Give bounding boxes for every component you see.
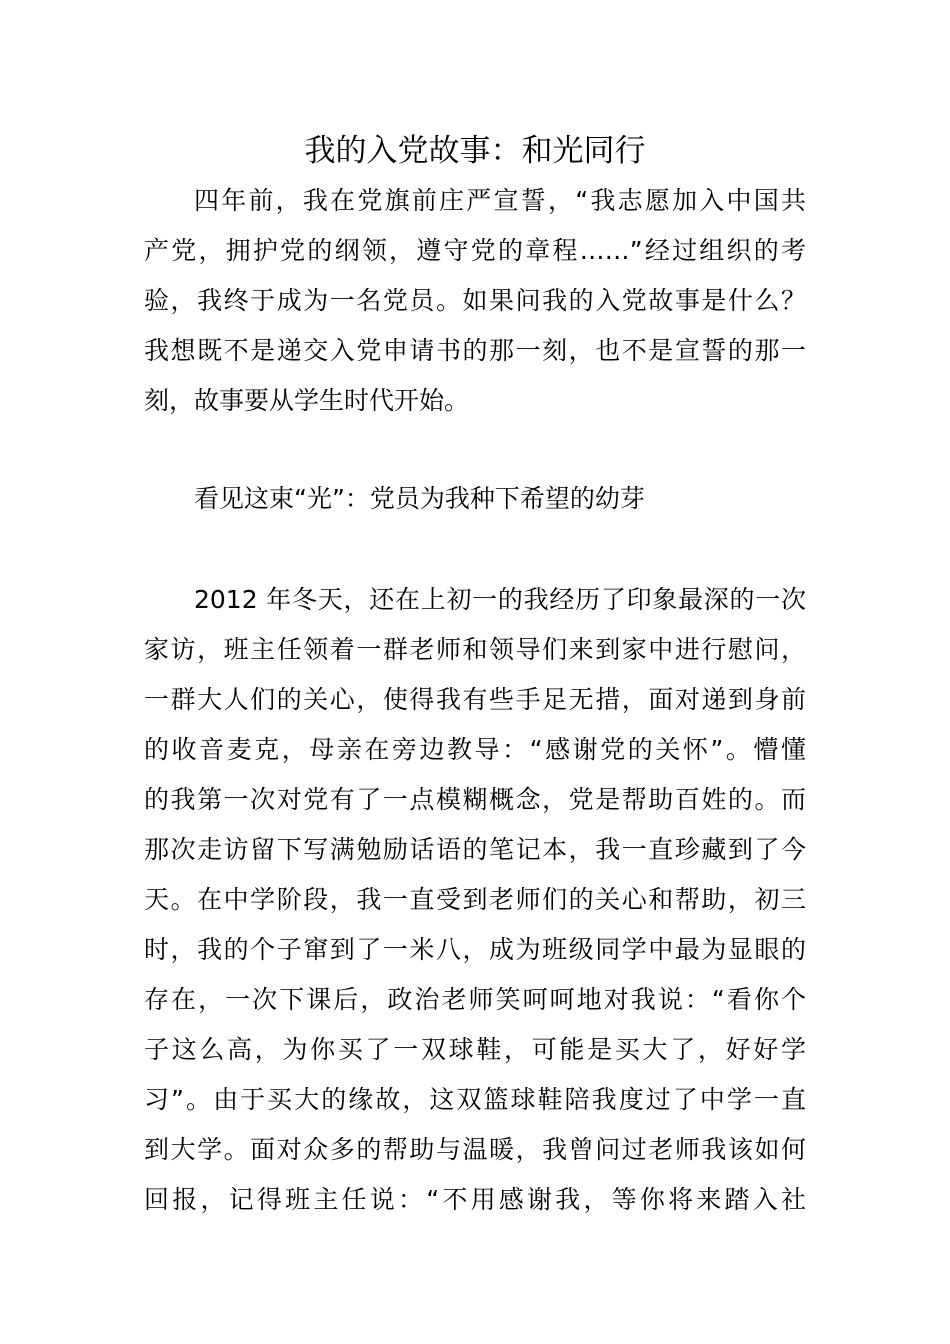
section-heading: 看见这束“光”：党员为我种下希望的幼芽 (194, 484, 645, 513)
intro-line-1: 四年前，我在党旗前庄严宣誓，“我志愿加入中国共 (194, 186, 806, 215)
body-line-9: 存在，一次下课后，政治老师笑呵呵地对我说：“看你个 (144, 985, 806, 1014)
body-line-4: 的收音麦克，母亲在旁边教导：“感谢党的关怀”。懵懂 (144, 735, 806, 764)
intro-line-3: 验，我终于成为一名党员。如果问我的入党故事是什么？ (144, 286, 806, 315)
intro-line-2: 产党，拥护党的纲领，遵守党的章程……”经过组织的考 (144, 236, 806, 265)
body-line-11: 习”。由于买大的缘故，这双篮球鞋陪我度过了中学一直 (144, 1085, 806, 1114)
document-title: 我的入党故事：和光同行 (304, 133, 646, 169)
body-line-7: 天。在中学阶段，我一直受到老师们的关心和帮助，初三 (144, 885, 806, 914)
intro-line-4: 我想既不是递交入党申请书的那一刻，也不是宣誓的那一 (144, 336, 806, 365)
body-line-6: 那次走访留下写满勉励话语的笔记本，我一直珍藏到了今 (144, 835, 806, 864)
body-line-12: 到大学。面对众多的帮助与温暖，我曾问过老师我该如何 (144, 1135, 806, 1164)
body-line-13: 回报，记得班主任说：“不用感谢我，等你将来踏入社 (144, 1185, 806, 1214)
body-line-1: 2012 年冬天，还在上初一的我经历了印象最深的一次 (194, 585, 806, 614)
body-line-10: 子这么高，为你买了一双球鞋，可能是买大了，好好学 (144, 1035, 806, 1064)
body-line-5: 的我第一次对党有了一点模糊概念，党是帮助百姓的。而 (144, 785, 806, 814)
body-line-8: 时，我的个子窜到了一米八，成为班级同学中最为显眼的 (144, 935, 806, 964)
body-line-2: 家访，班主任领着一群老师和领导们来到家中进行慰问， (144, 635, 806, 664)
intro-line-5: 刻，故事要从学生时代开始。 (144, 386, 470, 415)
body-line-3: 一群大人们的关心，使得我有些手足无措，面对递到身前 (144, 685, 806, 714)
